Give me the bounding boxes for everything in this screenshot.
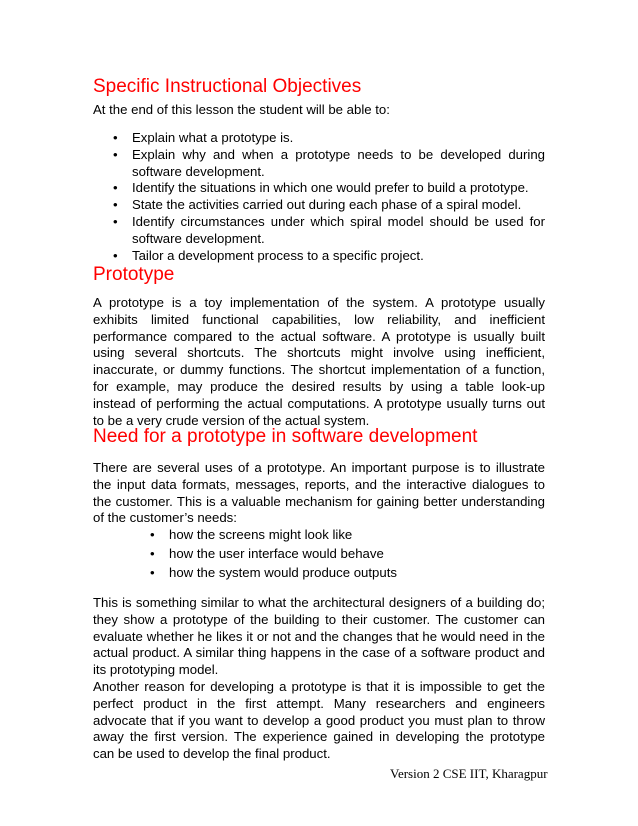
- objectives-heading: Specific Instructional Objectives: [93, 76, 362, 97]
- list-item: • Tailor a development process to a specific project.: [93, 248, 545, 265]
- objectives-list: [93, 130, 545, 264]
- list-item: • how the screens might look like: [130, 525, 545, 544]
- list-item: • how the user interface would behave: [130, 544, 545, 563]
- needs-list: [130, 525, 545, 582]
- need-paragraph-first-attempt: Another reason for developing a prototype is that it is impossible to get the perfect product in the first attempt. Many researchers and engineers advocate that if you want to develop a good product you must plan to throw away the first version. The experience gained in developing the prototype can be used to develop the final product.: [93, 679, 545, 762]
- list-item: • State the activities carried out during each phase of a spiral model.: [93, 197, 545, 214]
- need-paragraph-architect: This is something similar to what the architectural designers of a building do; they show a prototype of the building to their customer. The customer can evaluate whether he likes it or not and the changes that he would need in the actual product. A similar thing happens in the case of a software product and its prototyping model.: [93, 595, 545, 678]
- list-item: • Explain why and when a prototype needs to be developed during software development.: [93, 147, 545, 181]
- prototype-heading: Prototype: [93, 264, 175, 285]
- objectives-intro: At the end of this lesson the student will be able to:: [93, 102, 390, 117]
- list-item: • how the system would produce outputs: [130, 563, 545, 582]
- need-paragraph-uses: There are several uses of a prototype. An important purpose is to illustrate the input data formats, messages, reports, and the interactive dialogues to the customer. This is a valuable mechanism for gaining better understanding of the customer’s needs:: [93, 460, 545, 526]
- list-item: • Explain what a prototype is.: [93, 130, 545, 147]
- prototype-paragraph: A prototype is a toy implementation of the system. A prototype usually exhibits limited functional capabilities, low reliability, and inefficient performance compared to the actual software. A prototype is usually built using several shortcuts. The shortcuts might involve using inefficient, inaccurate, or dummy functions. The shortcut implementation of a function, for example, may produce the desired results by using a table look-up instead of performing the actual computations. A prototype usually turns out to be a very crude version of the actual system.: [93, 295, 545, 428]
- need-heading: Need for a prototype in software development: [93, 426, 478, 447]
- page-footer: Version 2 CSE IIT, Kharagpur: [390, 766, 548, 781]
- list-item: • Identify the situations in which one would prefer to build a prototype.: [93, 180, 545, 197]
- list-item: • Identify circumstances under which spiral model should be used for software development.: [93, 214, 545, 248]
